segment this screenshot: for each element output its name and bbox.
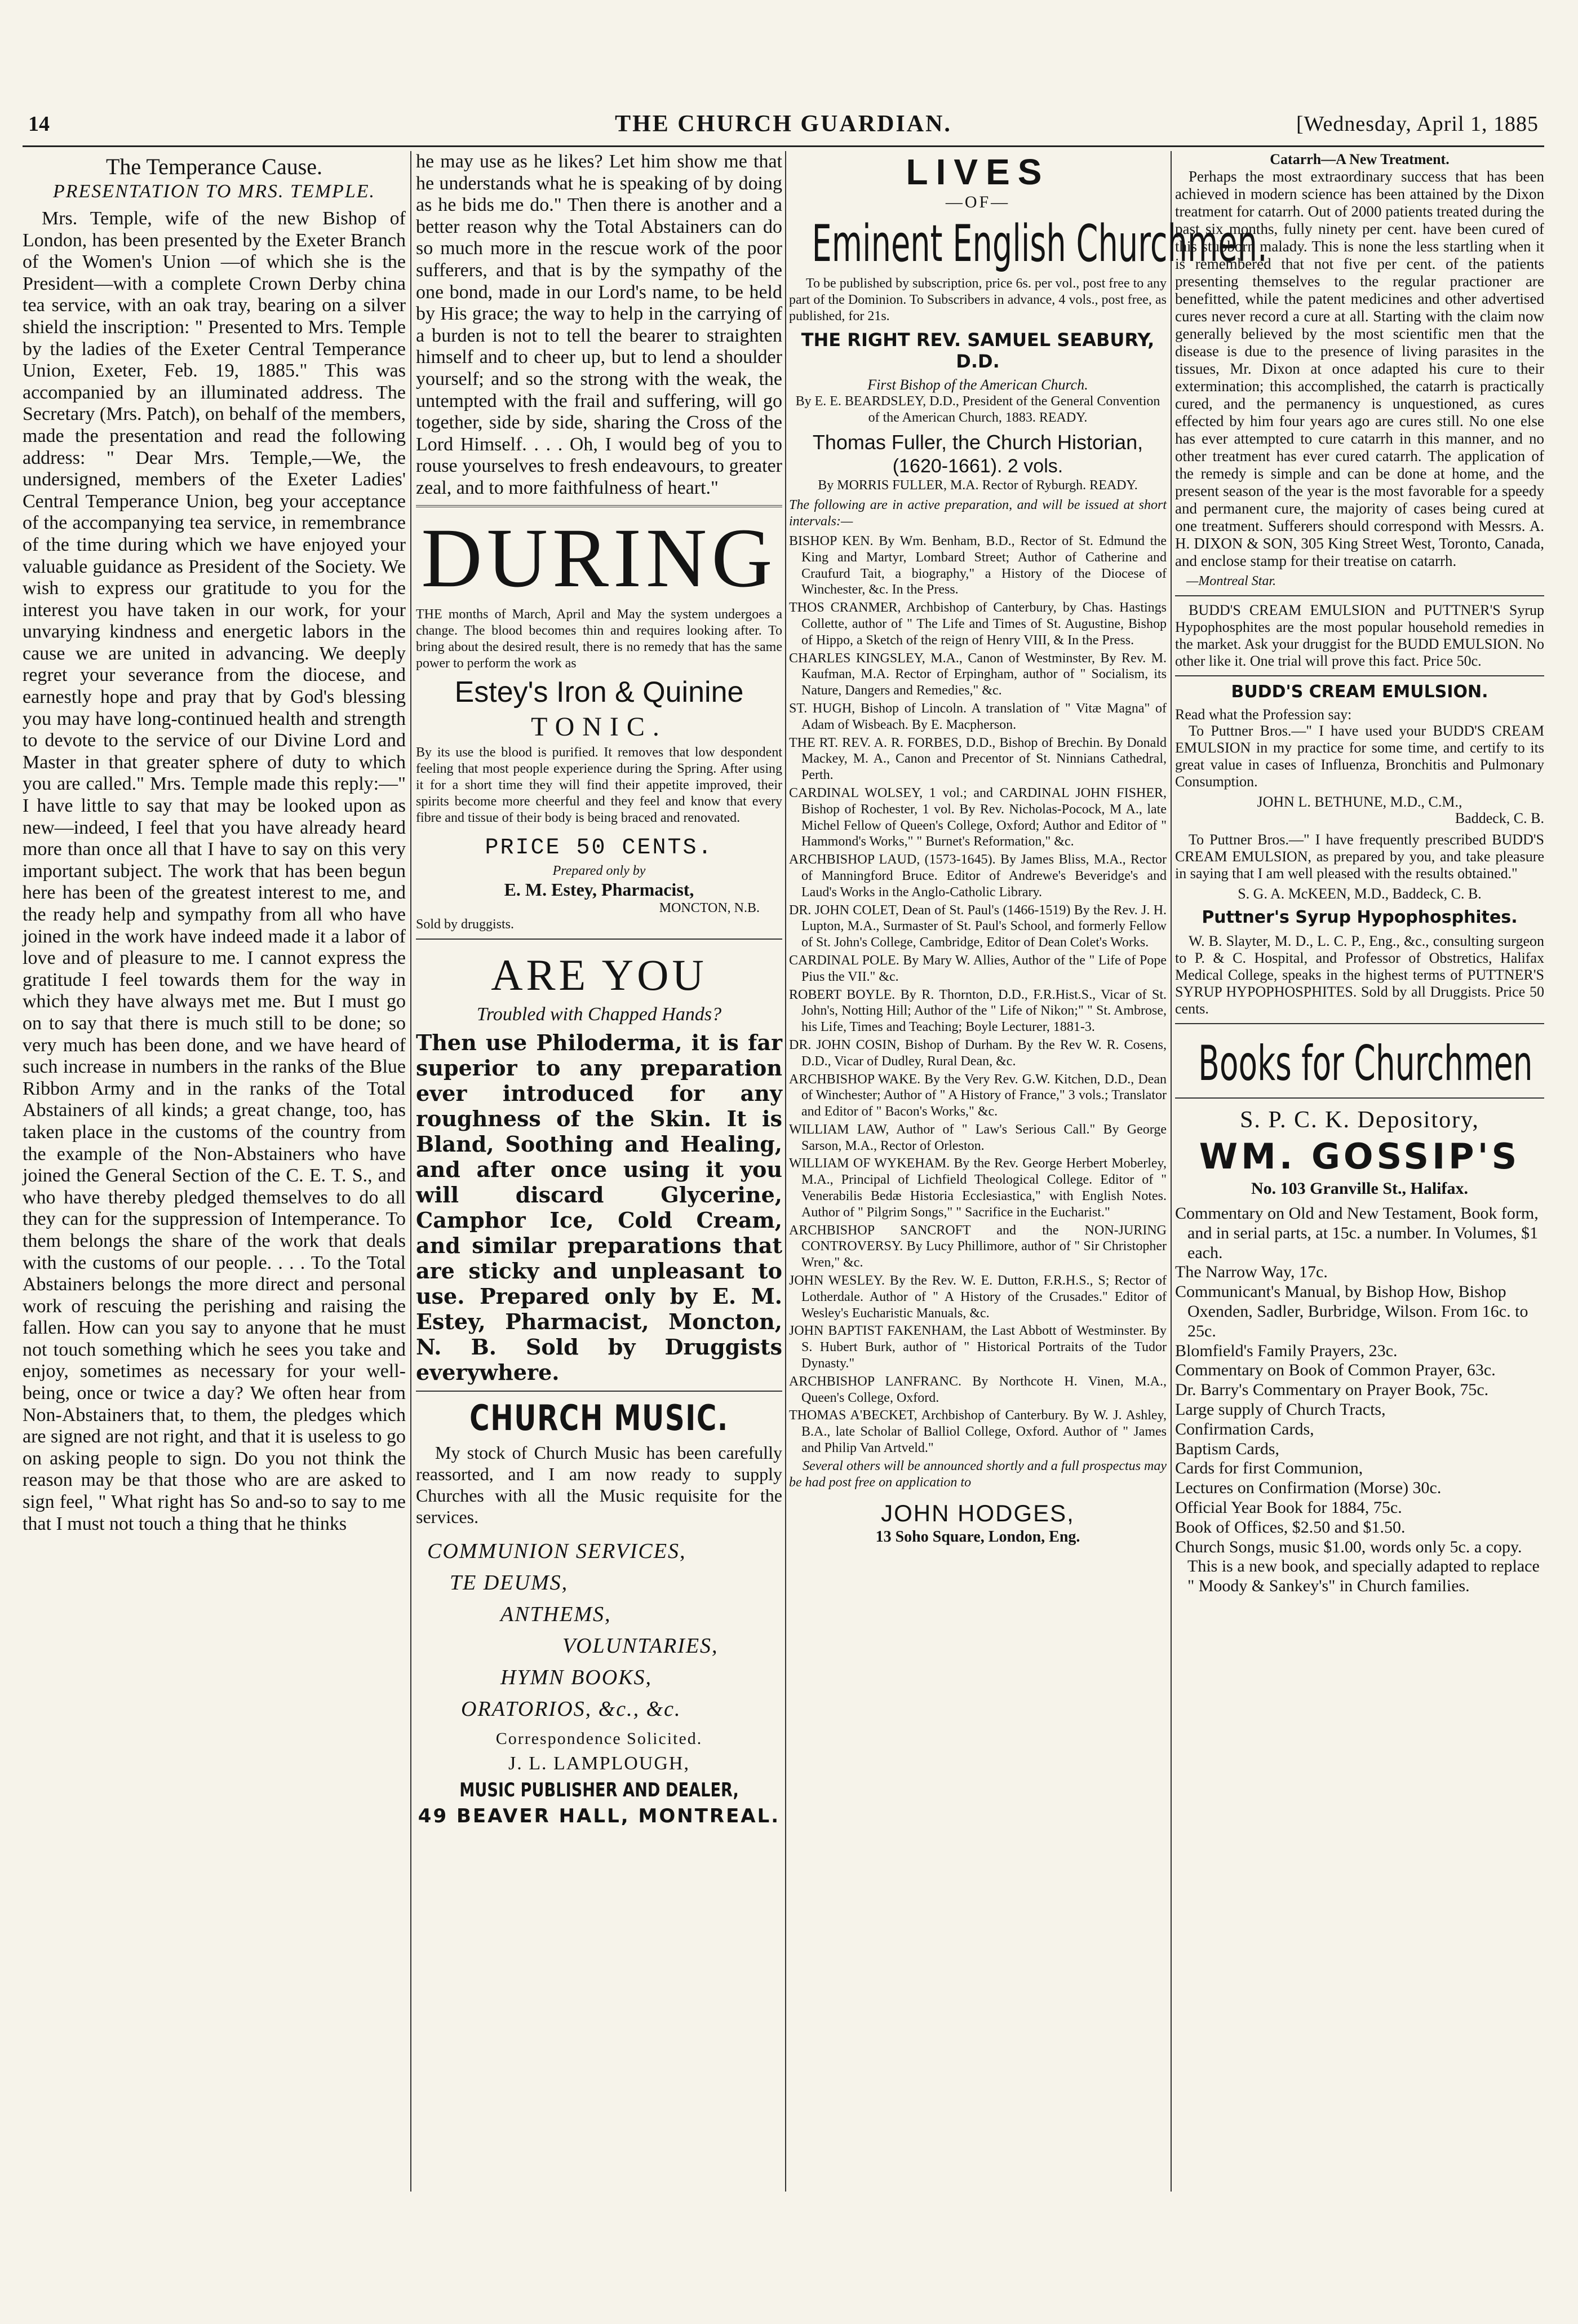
ad-subheading: Troubled with Chapped Hands?	[476, 1003, 722, 1025]
ad-tonic-label: TONIC.	[531, 711, 667, 742]
book-list	[1175, 1204, 1544, 1596]
list-item: JOHN BAPTIST FAKENHAM, the Last Abbott of Westminster. By S. Hubert Burk, author of " Historical Portraits of the Tudor Dynasty."	[789, 1323, 1167, 1371]
budd-heading: BUDD'S CREAM EMULSION.	[1231, 682, 1488, 702]
list-item: The Narrow Way, 17c.	[1175, 1263, 1328, 1282]
preparation-note: The following are in active preparation, and will be issued at short intervals:—	[789, 498, 1167, 529]
spck-depository: S. P. C. K. Depository,	[1240, 1107, 1479, 1133]
ad-prepared-by: Prepared only by	[552, 863, 646, 878]
column-divider	[410, 151, 411, 2192]
book-seabury: THE RIGHT REV. SAMUEL SEABURY, D.D.	[801, 329, 1155, 372]
list-item: ARCHBISHOP WAKE. By the Very Rev. G.W. Kitchen, D.D., Dean of Winchester; Author of " A History of France," 3 vols.; Translator and Editor of " Bacon's Works," &c.	[789, 1072, 1167, 1119]
column-temperance	[23, 151, 406, 2192]
signature: JOHN L. BETHUNE, M.D., C.M.,	[1257, 794, 1462, 810]
ad-text: To be published by subscription, price 6s. per vol., post free to any part of the Dominion. To Subscribers in advance, 4 vols., post free, as published, for 21s.	[789, 276, 1167, 324]
divider	[416, 939, 782, 940]
ad-of: —OF—	[945, 193, 1010, 211]
music-items-list	[416, 1535, 782, 1725]
ad-price: PRICE 50 CENTS.	[485, 835, 713, 861]
list-item: Dr. Barry's Commentary on Prayer Book, 75c.	[1175, 1380, 1489, 1400]
budd-ad-text: BUDD'S CREAM EMULSION and PUTTNER'S Syrup Hypophosphites are the most popular household remedies in the market. Ask your druggist for the BUDD EMULSION. No other like it. One trial will prove this fact. Price 50c.	[1175, 602, 1544, 669]
book-author: By E. E. BEARDSLEY, D.D., President of the General Convention of the American Church, 1883. READY.	[795, 394, 1160, 425]
list-item: WILLIAM OF WYKEHAM. By the Rev. George Herbert Moberley, M.A., Principal of Lichfield Theological College. Editor of " Venerabilis Bedæ Historia Ecclesiastica," with English Notes. Author of " Pilgrim Songs," " Sacrifice in the Eucharist."	[789, 1156, 1167, 1220]
list-item: Commentary on Book of Common Prayer, 63c.	[1175, 1361, 1496, 1380]
ad-sold-by: Sold by druggists.	[416, 917, 515, 932]
list-item: Confirmation Cards,	[1175, 1419, 1314, 1438]
ad-maker-place: MONCTON, N.B.	[659, 900, 760, 915]
book-author: By MORRIS FULLER, M.A. Rector of Ryburgh. READY.	[818, 478, 1138, 493]
list-item: Communicant's Manual, by Bishop How, Bishop Oxenden, Sadler, Burbridge, Wilson. From 16c. to 25c.	[1175, 1282, 1528, 1340]
puttner-text: W. B. Slayter, M. D., L. C. P., Eng., &c., consulting surgeon to P. & C. Hospital, and Professor of Obstretics, Halifax Medical College, speaks in the highest terms of PUTTNER'S SYRUP HYPOPHOSPHITES. Sold by all Druggists. Price 50 cents.	[1175, 933, 1544, 1017]
column-divider	[785, 151, 786, 2192]
list-item: ST. HUGH, Bishop of Lincoln. A translation of " Vitæ Magna" of Adam of Wisbeach. By E. Macpherson.	[789, 701, 1167, 732]
header-rule	[23, 145, 1544, 147]
book-fuller-dates: (1620-1661). 2 vols.	[892, 455, 1063, 477]
list-item: DR. JOHN COLET, Dean of St. Paul's (1466-1519) By the Rev. J. H. Lupton, M.A., Surmaster of St. Paul's School, and formerly Fellow of St. John's College, Cambridge, Editor of Dean Colet's Works.	[789, 902, 1167, 950]
page-header	[23, 107, 1544, 147]
list-item: THOS CRANMER, Archbishop of Canterbury, by Chas. Hastings Collette, author of " The Life and Times of St. Augustine, Bishop of Hippo, a Sketch of the reign of Henry VIII, & In the Press.	[789, 600, 1167, 648]
list-item: Commentary on Old and New Testament, Book form, and in serial parts, at 15c. a number. In Volumes, $1 each.	[1175, 1204, 1539, 1262]
gossip-name: WM. GOSSIP'S	[1199, 1136, 1521, 1177]
article-heading: The Temperance Cause.	[105, 154, 323, 179]
list-item: Book of Offices, $2.50 and $1.50.	[1175, 1517, 1406, 1537]
ad-headline-are-you: ARE YOU	[491, 950, 707, 999]
ad-headline-eminent: Eminent English Churchmen.	[812, 214, 1267, 273]
others-note: Several others will be announced shortly and a full prospectus may be had post free on application to	[789, 1458, 1167, 1490]
list-item: Baptism Cards,	[1175, 1439, 1279, 1458]
list-item: COMMUNION SERVICES,	[427, 1539, 686, 1563]
ad-product-title: Estey's Iron & Quinine	[454, 675, 744, 709]
list-item: ROBERT BOYLE. By R. Thornton, D.D., F.R.Hist.S., Vicar of St. John's, Notting Hill; Author of the " Life of Nikon;" " St. Ambrose, his Life, Times and Teaching; Boyle Lecturer, 1881-3.	[789, 987, 1167, 1035]
ad-headline-during: DURING	[421, 511, 777, 605]
catarrh-heading: Catarrh—A New Treatment.	[1270, 151, 1450, 167]
list-item: HYMN BOOKS,	[500, 1665, 653, 1689]
budd-intro: Read what the Profession say:	[1175, 706, 1352, 723]
ad-maker: E. M. Estey, Pharmacist,	[504, 879, 694, 900]
ad-dealer-address: 49 BEAVER HALL, MONTREAL.	[418, 1804, 781, 1827]
list-item: TE DEUMS,	[450, 1570, 569, 1595]
ad-text: By its use the blood is purified. It removes that low despondent feeling that most people experience during the Spring. After using it for a short time they will find their appetite improved, their spirits become more cheerful and they feel and know that every fibre and tissue of their body is being braced and renovated.	[416, 745, 782, 825]
list-item: ARCHBISHOP LAUD, (1573-1645). By James Bliss, M.A., Rector of Manningford Bruce. Editor of Andrewe's Beveridge's and Laud's Works in the Anglo-Catholic Library.	[789, 852, 1167, 900]
list-item: BISHOP KEN. By Wm. Benham, B.D., Rector of St. Edmund the King and Martyr, Lombard Street; Author of Catherine and Craufurd Tait, a biography," a History of the Diocese of Winchester, &c. In the Press.	[789, 534, 1167, 597]
list-item: ORATORIOS, &c., &c.	[461, 1697, 681, 1721]
books-headline: Books for Churchmen	[1198, 1035, 1533, 1092]
list-item: Large supply of Church Tracts,	[1175, 1400, 1386, 1419]
gossip-address: No. 103 Granville St., Halifax.	[1251, 1179, 1468, 1198]
divider	[1175, 1097, 1544, 1099]
list-item: JOHN WESLEY. By the Rev. W. E. Dutton, F.R.H.S., S; Rector of Lotherdale. Author of " A History of the Crusades." Editor of Wesley's Eucharistic Manuals, &c.	[789, 1273, 1167, 1321]
list-item: Church Songs, music $1.00, words only 5c. a copy. This is a new book, and specially adapted to replace " Moody & Sankey's" in Church families.	[1175, 1537, 1540, 1596]
column-catarrh-books	[1175, 151, 1544, 2192]
list-item: Official Year Book for 1884, 75c.	[1175, 1498, 1402, 1517]
publisher-address: 13 Soho Square, London, Eng.	[875, 1528, 1080, 1546]
list-item: CHARLES KINGSLEY, M.A., Canon of Westminster, By Rev. M. Kaufman, M.A. Rector of Erpingham, author of " Socialism, its Nature, Dangers and Remedies," &c.	[789, 650, 1167, 698]
testimonial: To Puttner Bros.—" I have frequently prescribed BUDD'S CREAM EMULSION, as prepared by you, and take pleasure in saying that I am well pleased with the results obtained."	[1175, 831, 1544, 882]
book-subtitle: First Bishop of the American Church.	[867, 377, 1088, 393]
list-item: ARCHBISHOP LANFRANC. By Northcote H. Vinen, M.A., Queen's College, Oxford.	[789, 1374, 1167, 1405]
signature-place: Baddeck, C. B.	[1455, 810, 1544, 826]
article-subheading: PRESENTATION TO MRS. TEMPLE.	[53, 181, 375, 202]
list-item: Lectures on Confirmation (Morse) 30c.	[1175, 1478, 1442, 1498]
list-item: WILLIAM LAW, Author of " Law's Serious Call." By George Sarson, M.A., Rector of Orleston.	[789, 1122, 1167, 1153]
catarrh-source: —Montreal Star.	[1186, 574, 1276, 588]
divider	[1175, 1023, 1544, 1024]
forthcoming-list	[789, 533, 1167, 1457]
catarrh-text: Perhaps the most extraordinary success that has been achieved in modern science has been attained by the Dixon treatment for catarrh. Out of 2000 patients treated during the past six months, fully ninety per cent. have been cured of this stubborn malady. This is none the less startling when it is remembered that not five per cent. of the patients presenting themselves to the regular practioner are benefitted, while the patent medicines and other advertised cures never record a cure at all. Starting with the claim now generally believed by the most scientific men that the disease is due to the presence of living parasites in the tissues, Mr. Dixon at once adapted his cure to their extermination; this accomplished, the catarrh is practically cured, and the permanency is unquestioned, as cures effected by him four years ago are cures still. No one else has ever attempted to cure catarrh in this manner, and no other treatment has ever cured catarrh. The application of the remedy is simple and can be done at home, and the present season of the year is the most favorable for a speedy and permanent cure, the majority of cases being cured at one treatment. Sufferers should correspond with Messrs. A. H. DIXON & SON, 305 King Street West, Toronto, Canada, and enclose stamp for their treatise on catarrh.	[1175, 168, 1544, 569]
issue-date: [Wednesday, April 1, 1885	[1296, 112, 1539, 136]
ad-philoderma-text: Then use Philoderma, it is far superior to any preparation ever introduced for any roughness of the Skin. It is Bland, Soothing and Healing, and after once using it you will discard Glycerine, Camphor Ice, Cold Cream, and similar preparations that are sticky and unpleasant to use. Prepared only by E. M. Estey, Pharmacist, Moncton, N. B. Sold by Druggists everywhere.	[416, 1029, 782, 1385]
column-ads-estey	[416, 151, 782, 2192]
article-continuation: he may use as he likes? Let him show me that he understands what he is speaking of by doing as he bids me do." Then there is another and a better reason why the Total Abstainers can do so much more in the rescue work of the poor sufferers, and that is by the sympathy of the one bond, made in our Lord's name, to be held by His grace; the way to help in the carrying of a burden is not to tell the bearer to straighten himself and to cheer up, but to lend a shoulder yourself; and so the strong with the weak, the untempted with the frail and suffering, will go together, side by side, sharing the Cross of the Lord Himself. . . . Oh, I would beg of you to rouse yourselves to fresh endeavours, to greater zeal, and to more faithfulness of heart."	[416, 151, 782, 498]
ad-dealer-name: J. L. LAMPLOUGH,	[508, 1752, 690, 1774]
divider	[1175, 675, 1544, 676]
list-item: ARCHBISHOP SANCROFT and the NON-JURING CONTROVERSY. By Lucy Phillimore, author of " Sir Christopher Wren," &c.	[789, 1223, 1167, 1271]
ad-text: My stock of Church Music has been carefully reassorted, and I am now ready to supply Churches with all the Music requisite for the services.	[416, 1442, 782, 1527]
ad-correspondence: Correspondence Solicited.	[495, 1729, 703, 1748]
ad-headline-lives: LIVES	[906, 152, 1050, 192]
ad-text: THE months of March, April and May the system undergoes a change. The blood becomes thin and requires looking after. To bring about the desired result, there is no remedy that has the same power to perform the work as	[416, 607, 782, 671]
list-item: THOMAS A'BECKET, Archbishop of Canterbury. By W. J. Ashley, B.A., late Scholar of Balliol College, Oxford. Author of " James and Philip Van Artveld."	[789, 1408, 1167, 1456]
divider	[416, 505, 782, 507]
list-item: Blomfield's Family Prayers, 23c.	[1175, 1341, 1398, 1360]
newspaper-title: THE CHURCH GUARDIAN.	[615, 111, 952, 137]
list-item: ANTHEMS,	[500, 1602, 611, 1626]
divider	[416, 1391, 782, 1392]
divider	[1175, 595, 1544, 596]
column-divider	[1171, 151, 1172, 2192]
list-item: DR. JOHN COSIN, Bishop of Durham. By the Rev W. R. Cosens, D.D., Vicar of Dudley, Rural Dean, &c.	[789, 1037, 1167, 1069]
article-body: Mrs. Temple, wife of the new Bishop of London, has been presented by the Exeter Branch of the Women's Union —of which she is the President—with a complete Crown Derby china tea service, with an oak tray, bearing on a silver shield the inscription: " Presented to Mrs. Temple by the ladies of the Exeter Central Temperance Union, Exeter, Feb. 19, 1885." This was accompanied by an illuminated address. The Secretary (Mrs. Patch), on behalf of the members, made the presentation and read the following address: " Dear Mrs. Temple,—We, the undersigned, members of the Exeter Ladies' Central Temperance Union, beg your acceptance of the accompanying tea service, in remembrance of the time during which we have enjoyed your valuable guidance as President of the Society. We wish to express our gratitude to you for the interest you have taken in our work, for your unvarying kindness and energetic labors in the cause we are united in advancing. We deeply regret your severance from the diocese, and earnestly hope and pray that by God's blessing you may have long-continued health and strength to devote to the service of our Divine Lord and Master in that greater sphere of duty to which you are called." Mrs. Temple made this reply:—" I have little to say that may be looked upon as new—indeed, I feel that you have already heard more than once all that I have to say on this very important subject. The work that has been begun here has been of the greatest interest to me, and the ready help and sympathy from all who have joined in the work have indeed made it a labor of love and of pleasure to me. I cannot express the gratitude I feel towards them for the way in which they have always met me. But I must go on to say that there is much still to be done; so very much has been done, and we have heard of such increase in numbers in the ranks of the Blue Ribbon Army and in the ranks of the Total Abstainers of all kinds; a great change, too, has taken place in the customs of the country from the example of the Non-Abstainers who have joined the General Section of the C. E. T. S., and who have thereby pledged themselves to do all they can for the suppression of Intemperance. To them belongs the share of the work that deals with the customs of our people. . . . To the Total Abstainers belongs the more direct and personal work of rescuing the perishing and raising the fallen. How can you say to anyone that he must not touch something which he sees you take and enjoy, sometimes as necessary for your well-being, once or twice a day? We often hear from Non-Abstainers that, to them, the pledges which are signed are not right, and that it is useless to go on asking people to sign. Do you not think the reason may be that those who are are asked to sign feel, " What right has So and-so to say to me that I must not touch a thing that he thinks	[23, 208, 406, 1534]
list-item: CARDINAL POLE. By Mary W. Allies, Author of the " Life of Pope Pius the VII." &c.	[789, 953, 1167, 984]
publisher-name: JOHN HODGES,	[881, 1499, 1075, 1526]
ad-headline-church-music: CHURCH MUSIC.	[469, 1397, 729, 1438]
list-item: THE RT. REV. A. R. FORBES, D.D., Bishop of Brechin. By Donald Mackey, M. A., Canon and Precentor of St. Ninnians Cathedral, Perth.	[789, 735, 1167, 783]
page-number: 14	[28, 112, 50, 136]
puttner-heading: Puttner's Syrup Hypophosphites.	[1202, 908, 1518, 927]
book-fuller: Thomas Fuller, the Church Historian,	[812, 431, 1143, 454]
testimonial: To Puttner Bros.—" I have used your BUDD'S CREAM EMULSION in my practice for some time, and certify to its great value in cases of Influenza, Bronchitis and Pulmonary Consumption.	[1175, 723, 1544, 790]
list-item: CARDINAL WOLSEY, 1 vol.; and CARDINAL JOHN FISHER, Bishop of Rochester, 1 vol. By Rev. Nicholas-Pocock, M A., late Michel Fellow of Queen's College, Oxford; Author and Editor of " Hammond's Works," " Burnet's Reformation," &c.	[789, 785, 1167, 849]
signature: S. G. A. McKEEN, M.D., Baddeck, C. B.	[1238, 886, 1482, 902]
ad-dealer-title: MUSIC PUBLISHER AND DEALER,	[459, 1778, 739, 1801]
list-item: Cards for first Communion,	[1175, 1459, 1363, 1478]
list-item: VOLUNTARIES,	[562, 1634, 719, 1658]
